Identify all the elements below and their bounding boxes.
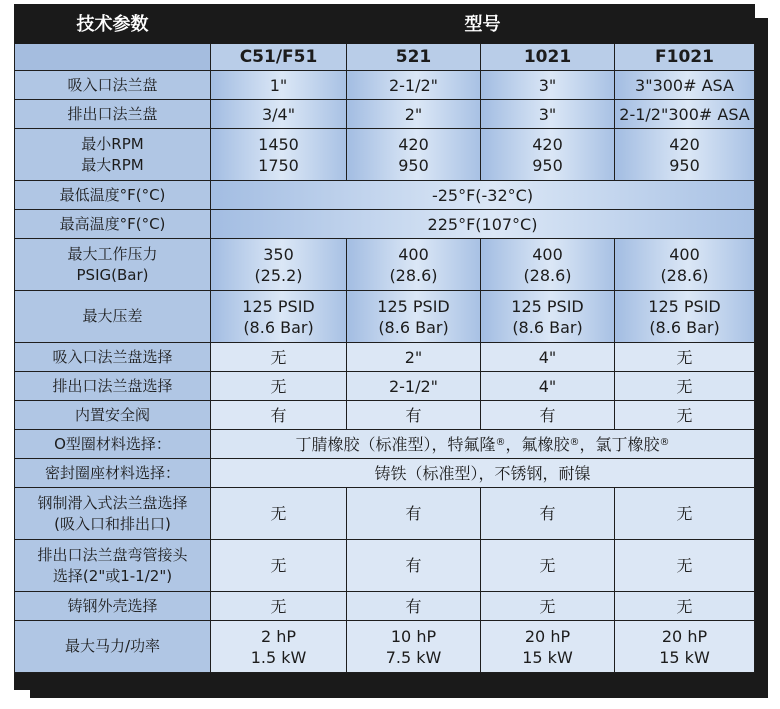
table-row <box>15 459 755 488</box>
row-label: 最大马力/功率 <box>15 621 211 673</box>
table-cell: 无 <box>615 372 755 401</box>
table-cell: 无 <box>211 343 347 372</box>
model-row-label <box>15 44 211 71</box>
model-row <box>15 44 755 71</box>
table-row <box>15 71 755 100</box>
table-cell: 20 hP 15 kW <box>615 621 755 673</box>
table-row <box>15 621 755 673</box>
table-cell: 有 <box>347 401 481 430</box>
row-label: 吸入口法兰盘选择 <box>15 343 211 372</box>
row-label: 最高温度°F(°C) <box>15 210 211 239</box>
table-row <box>15 540 755 592</box>
table-cell: 125 PSID (8.6 Bar) <box>615 291 755 343</box>
table-row <box>15 488 755 540</box>
table-row <box>15 239 755 291</box>
row-label: 铸钢外壳选择 <box>15 592 211 621</box>
table-cell: 1" <box>211 71 347 100</box>
table-cell: 420 950 <box>347 129 481 181</box>
model-name: 1021 <box>481 44 615 71</box>
table-cell: 400 (28.6) <box>615 239 755 291</box>
row-label: 排出口法兰盘 <box>15 100 211 129</box>
row-label: 密封圈座材料选择： <box>15 459 211 488</box>
table-cell: 无 <box>615 343 755 372</box>
table-cell: 125 PSID (8.6 Bar) <box>347 291 481 343</box>
table-cell: 125 PSID (8.6 Bar) <box>211 291 347 343</box>
table-cell: 2" <box>347 343 481 372</box>
header-row <box>15 5 755 44</box>
table-cell: 4" <box>481 343 615 372</box>
table-cell: 20 hP 15 kW <box>481 621 615 673</box>
table-row <box>15 210 755 239</box>
merged-cell: 铸铁（标准型），不锈钢，耐镍 <box>211 459 755 488</box>
table-cell: 有 <box>347 592 481 621</box>
table-cell: 350 (25.2) <box>211 239 347 291</box>
table-cell: 400 (28.6) <box>481 239 615 291</box>
table-row <box>15 129 755 181</box>
table-row <box>15 343 755 372</box>
row-label: 钢制滑入式法兰盘选择 (吸入口和排出口) <box>15 488 211 540</box>
table-cell: 无 <box>211 488 347 540</box>
table-cell: 3/4" <box>211 100 347 129</box>
spec-table <box>14 4 755 673</box>
merged-cell: 225°F(107°C) <box>211 210 755 239</box>
table-cell: 有 <box>347 488 481 540</box>
table-cell: 2-1/2" <box>347 71 481 100</box>
table-cell: 10 hP 7.5 kW <box>347 621 481 673</box>
table-cell: 1450 1750 <box>211 129 347 181</box>
table-cell: 3" <box>481 71 615 100</box>
row-label: 最大压差 <box>15 291 211 343</box>
row-label: O型圈材料选择： <box>15 430 211 459</box>
table-cell: 无 <box>615 401 755 430</box>
row-label: 排出口法兰盘弯管接头 选择(2"或1-1/2") <box>15 540 211 592</box>
table-cell: 125 PSID (8.6 Bar) <box>481 291 615 343</box>
table-cell: 无 <box>481 592 615 621</box>
row-label: 最大工作压力 PSIG(Bar) <box>15 239 211 291</box>
table-cell: 2-1/2"300# ASA <box>615 100 755 129</box>
row-label: 最小RPM 最大RPM <box>15 129 211 181</box>
row-label: 排出口法兰盘选择 <box>15 372 211 401</box>
model-name: 521 <box>347 44 481 71</box>
row-label: 最低温度°F(°C) <box>15 181 211 210</box>
table-cell: 2 hP 1.5 kW <box>211 621 347 673</box>
table-cell: 无 <box>615 488 755 540</box>
table-row <box>15 291 755 343</box>
merged-cell: 丁腈橡胶（标准型），特氟隆®，氟橡胶®，氯丁橡胶® <box>211 430 755 459</box>
merged-cell: -25°F(-32°C) <box>211 181 755 210</box>
table-cell: 无 <box>615 592 755 621</box>
table-cell: 无 <box>211 372 347 401</box>
row-label: 吸入口法兰盘 <box>15 71 211 100</box>
table-cell: 400 (28.6) <box>347 239 481 291</box>
model-name: C51/F51 <box>211 44 347 71</box>
table-cell: 有 <box>481 401 615 430</box>
table-cell: 4" <box>481 372 615 401</box>
table-cell: 2-1/2" <box>347 372 481 401</box>
table-cell: 有 <box>211 401 347 430</box>
table-cell: 3"300# ASA <box>615 71 755 100</box>
table-row <box>15 401 755 430</box>
table-cell: 420 950 <box>481 129 615 181</box>
table-row <box>15 430 755 459</box>
table-cell: 无 <box>615 540 755 592</box>
model-header: 型号 <box>211 5 755 44</box>
table-cell: 3" <box>481 100 615 129</box>
table-cell: 有 <box>481 488 615 540</box>
table-row <box>15 372 755 401</box>
table-cell: 无 <box>211 592 347 621</box>
model-name: F1021 <box>615 44 755 71</box>
row-label: 内置安全阀 <box>15 401 211 430</box>
spec-header: 技术参数 <box>15 5 211 44</box>
table-row <box>15 100 755 129</box>
table-cell: 2" <box>347 100 481 129</box>
table-row <box>15 592 755 621</box>
table-cell: 有 <box>347 540 481 592</box>
table-cell: 420 950 <box>615 129 755 181</box>
table-row <box>15 181 755 210</box>
table-cell: 无 <box>211 540 347 592</box>
table-cell: 无 <box>481 540 615 592</box>
